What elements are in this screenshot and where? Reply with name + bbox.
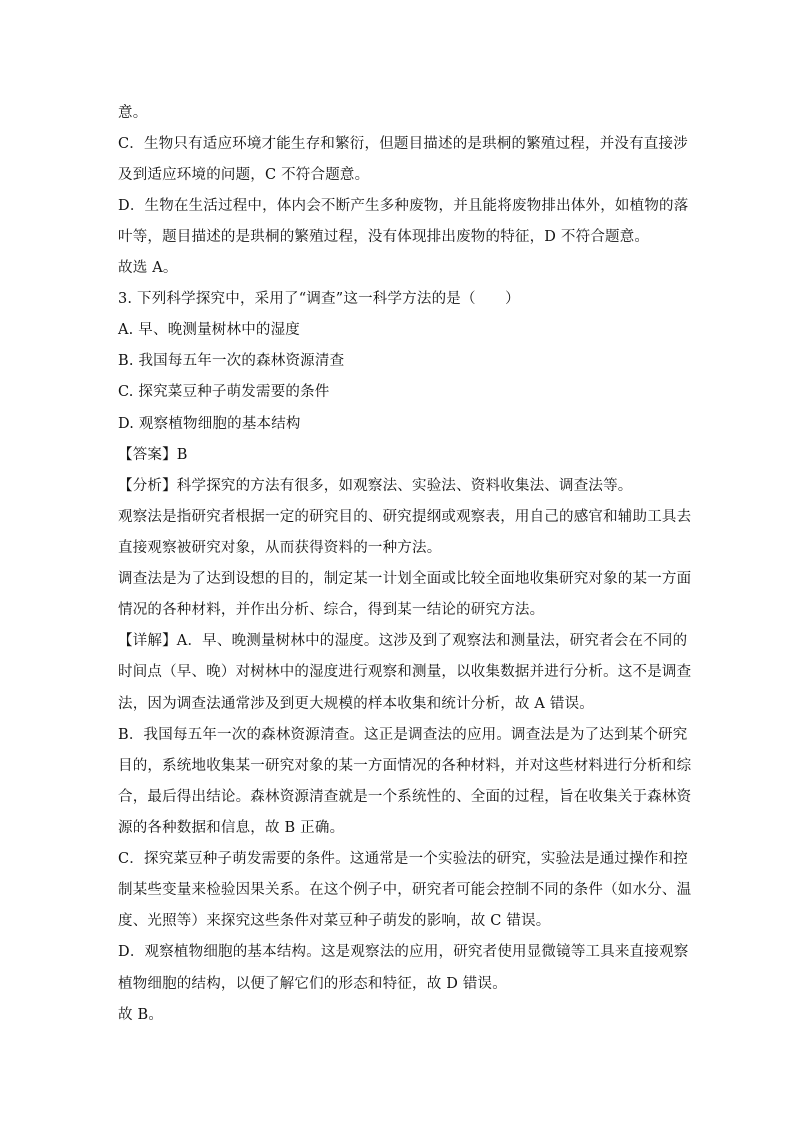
option-b: B. 我国每五年一次的森林资源清查	[118, 353, 345, 369]
text-line: 合，最后得出结论。森林资源清查就是一个系统性的、全面的过程，旨在收集关于森林资	[118, 789, 692, 805]
text-line: 及到适应环境的问题，C 不符合题意。	[118, 167, 370, 183]
option-a: A. 早、晚测量树林中的湿度	[118, 322, 300, 338]
text-line: 调查法是为了达到设想的目的，制定某一计划全面或比较全面地收集研究对象的某一方面	[118, 571, 692, 587]
text-line: B．我国每五年一次的森林资源清查。这正是调查法的应用。调查法是为了达到某个研究	[118, 727, 688, 743]
text-line: 故 B。	[118, 1007, 164, 1023]
text-line: 故选 A。	[118, 260, 178, 276]
analysis-line: 【分析】科学探究的方法有很多，如观察法、实验法、资料收集法、调查法等。	[118, 478, 633, 494]
text-line: D．观察植物细胞的基本结构。这是观察法的应用，研究者使用显微镜等工具来直接观察	[118, 944, 689, 960]
text-line: 意。	[118, 105, 148, 121]
question-stem: 3. 下列科学探究中，采用了“调查”这一科学方法的是（ ）	[118, 291, 520, 307]
text-line: D．生物在生活过程中，体内会不断产生多种废物，并且能将废物排出体外，如植物的落	[118, 198, 689, 214]
option-c: C. 探究菜豆种子萌发需要的条件	[118, 384, 330, 400]
text-line: 情况的各种材料，并作出分析、综合，得到某一结论的研究方法。	[118, 602, 545, 618]
text-line: 植物细胞的结构，以便了解它们的形态和特征，故 D 错误。	[118, 976, 507, 992]
answer-line: 【答案】B	[118, 447, 188, 463]
text-line: 观察法是指研究者根据一定的研究目的、研究提纲或观察表，用自己的感官和辅助工具去	[118, 509, 692, 525]
explanation-line: 【详解】A．早、晚测量树林中的湿度。这涉及到了观察法和测量法，研究者会在不同的	[118, 633, 688, 649]
text-line: 直接观察被研究对象，从而获得资料的一种方法。	[118, 540, 442, 556]
text-line: C．生物只有适应环境才能生存和繁衍，但题目描述的是珙桐的繁殖过程，并没有直接涉	[118, 136, 688, 152]
text-line: 时间点（早、晚）对树林中的湿度进行观察和测量，以收集数据并进行分析。这不是调查	[118, 664, 692, 680]
option-d: D. 观察植物细胞的基本结构	[118, 416, 301, 432]
text-line: 叶等，题目描述的是珙桐的繁殖过程，没有体现排出废物的特征，D 不符合题意。	[118, 229, 650, 245]
text-line: 目的，系统地收集某一研究对象的某一方面情况的各种材料，并对这些材料进行分析和综	[118, 758, 692, 774]
text-line: 度、光照等）来探究这些条件对菜豆种子萌发的影响，故 C 错误。	[118, 913, 551, 929]
text-line: C．探究菜豆种子萌发需要的条件。这通常是一个实验法的研究，实验法是通过操作和控	[118, 851, 688, 867]
text-line: 源的各种数据和信息，故 B 正确。	[118, 820, 345, 836]
text-line: 法，因为调查法通常涉及到更大规模的样本收集和统计分析，故 A 错误。	[118, 696, 594, 712]
text-line: 制某些变量来检验因果关系。在这个例子中，研究者可能会控制不同的条件（如水分、温	[118, 882, 692, 898]
